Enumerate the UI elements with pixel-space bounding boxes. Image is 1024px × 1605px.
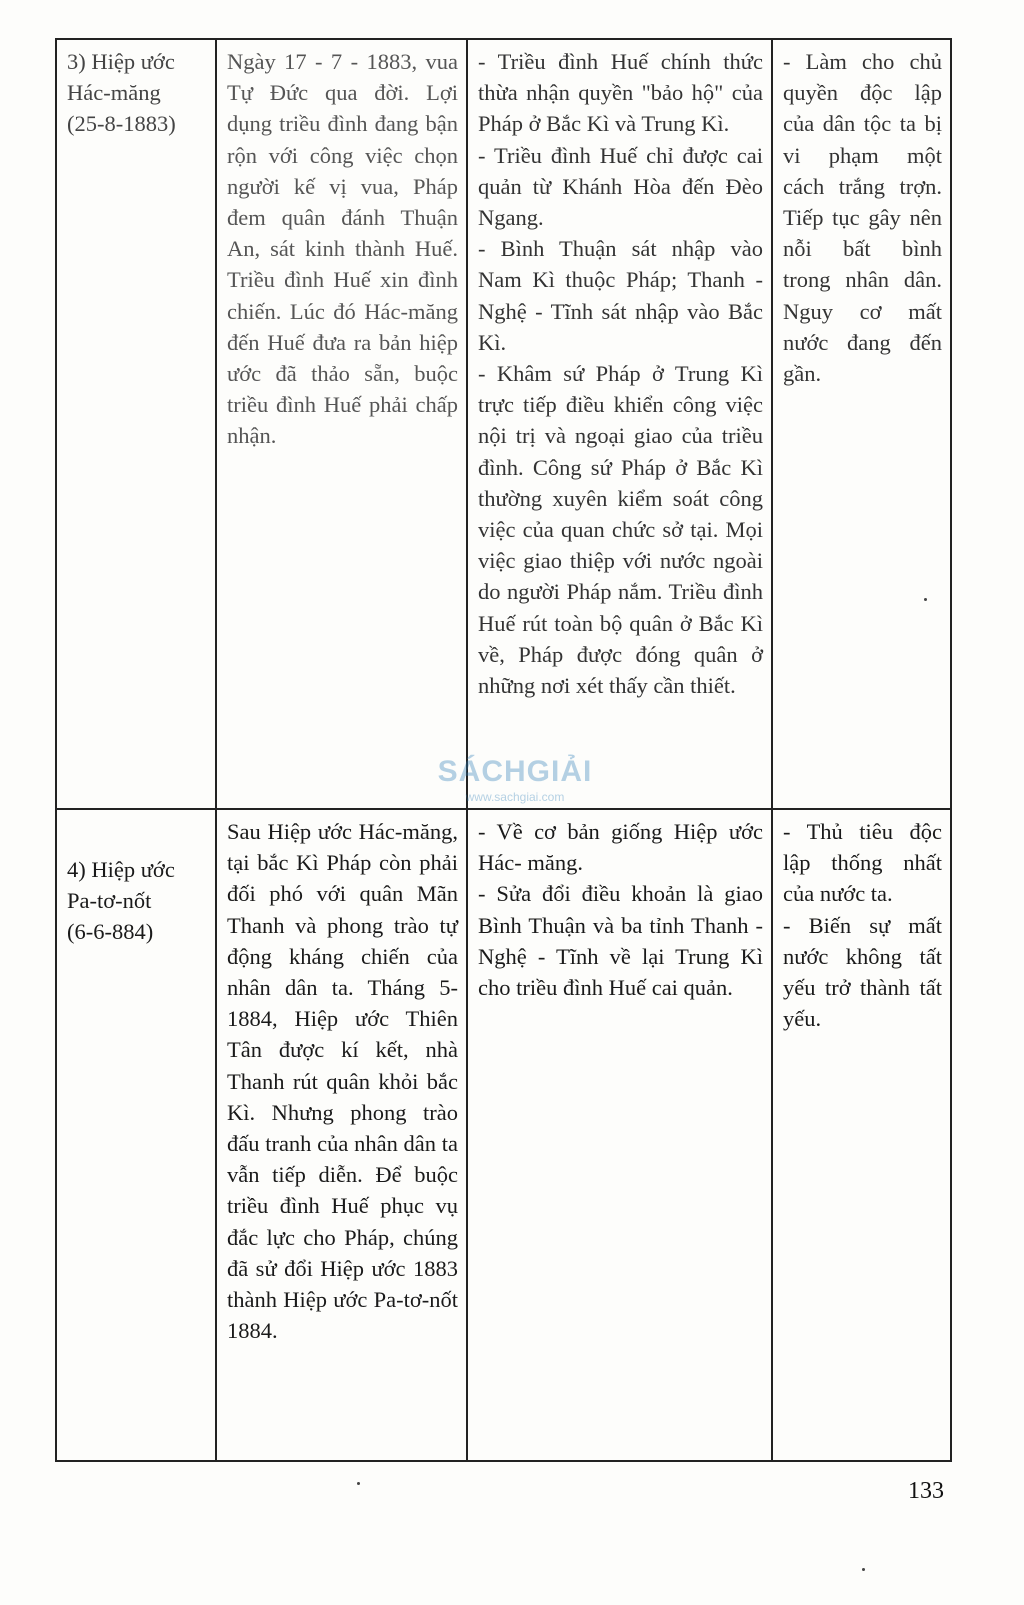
- treaty-name-line: 3) Hiệp ước: [67, 49, 175, 74]
- treaty-context-cell: [216, 809, 467, 1461]
- treaty-date-line: (6-6-884): [67, 919, 154, 945]
- treaty-content-cell: [467, 809, 772, 1461]
- treaty-context-text: Sau Hiệp ước Hác-măng, tại bắc Kì Pháp còn phải đối phó với quân Mãn Thanh và phong trào tự động kháng chiến của nhân dân ta. Tháng 5-1884, Hiệp ước Thiên Tân được kí kết, nhà Thanh rút quân khỏi bắc Kì. Nhưng phong trào đấu tranh của nhân dân ta vẫn tiếp diễn. Để buộc triều đình Huế phục vụ đắc lực cho Pháp, chúng đã sử đổi Hiệp ước 1883 thành Hiệp ước Pa-tơ-nốt 1884.: [227, 819, 458, 1344]
- treaty-consequence-item: - Biến sự mất nước không tất yếu trở thành tất yếu.: [783, 912, 942, 1032]
- treaty-name-line: Pa-tơ-nốt: [67, 888, 152, 914]
- scan-speck: [924, 598, 927, 601]
- treaty-content-item: - Triều đình Huế chính thức thừa nhận quyền "bảo hộ" của Pháp ở Bắc Kì và Trung Kì.: [478, 49, 763, 137]
- treaty-content-item: - Bình Thuận sát nhập vào Nam Kì thuộc Pháp; Thanh - Nghệ - Tĩnh sát nhập vào Bắc Kì.: [478, 236, 763, 355]
- treaty-table: [55, 38, 952, 1462]
- watermark-logo: SÁCHGIẢI: [437, 755, 593, 788]
- treaty-consequence-cell: [772, 809, 951, 1461]
- treaty-content-item: - Khâm sứ Pháp ở Trung Kì trực tiếp điều khiển công việc nội trị và ngoại giao của triều đình. Công sứ Pháp ở Bắc Kì thường xuyên kiểm soát công việc của quan chức sở tại. Mọi việc giao thiệp với nước ngoài do người Pháp nắm. Triều đình Huế rút toàn bộ quân ở Bắc Kì về, Pháp được đóng quân ở những nơi xét thấy cần thiết.: [478, 361, 763, 699]
- scan-speck: [357, 1482, 360, 1485]
- watermark-url: www.sachgiai.com: [465, 790, 565, 804]
- scan-speck: [862, 1568, 865, 1571]
- treaty-context-cell: [216, 39, 467, 809]
- table-row-patenotre-treaty: [56, 809, 951, 1461]
- treaty-date-line: (25-8-1883): [67, 111, 176, 137]
- treaty-name-cell: [56, 39, 216, 809]
- treaty-name-line: Hác-măng: [67, 80, 161, 106]
- treaty-consequence-item: - Thủ tiêu độc lập thống nhất của nước ta.: [783, 819, 942, 907]
- treaty-name-line: 4) Hiệp ước: [67, 857, 175, 882]
- treaty-consequence-cell: [772, 39, 951, 809]
- treaty-consequence-item: - Làm cho chủ quyền độc lập của dân tộc ta bị vi phạm một cách trắng trợn. Tiếp tục gây nên nỗi bất bình trong nhân dân. Nguy cơ mất nước đang đến gần.: [783, 49, 942, 387]
- treaty-table-container: [55, 38, 950, 1462]
- page-number: 133: [908, 1478, 944, 1504]
- treaty-name-cell: [56, 809, 216, 1461]
- treaty-content-item: - Triều đình Huế chỉ được cai quản từ Khánh Hòa đến Đèo Ngang.: [478, 142, 763, 231]
- treaty-content-item: - Về cơ bản giống Hiệp ước Hác- măng.: [478, 819, 763, 876]
- treaty-context-text: Ngày 17 - 7 - 1883, vua Tự Đức qua đời. Lợi dụng triều đình đang bận rộn với công việc chọn người kế vị vua, Pháp đem quân đánh Thuận An, sát kinh thành Huế. Triều đình Huế xin đình chiến. Lúc đó Hác-măng đến Huế đưa ra bản hiệp ước đã thảo sẵn, buộc triều đình Huế phải chấp nhận.: [227, 49, 458, 449]
- treaty-content-cell: [467, 39, 772, 809]
- treaty-content-item: - Sửa đổi điều khoản là giao Bình Thuận và ba tỉnh Thanh - Nghệ - Tĩnh về lại Trung Kì cho triều đình Huế cai quản.: [478, 881, 763, 1001]
- table-row-harmand-treaty: [56, 39, 951, 809]
